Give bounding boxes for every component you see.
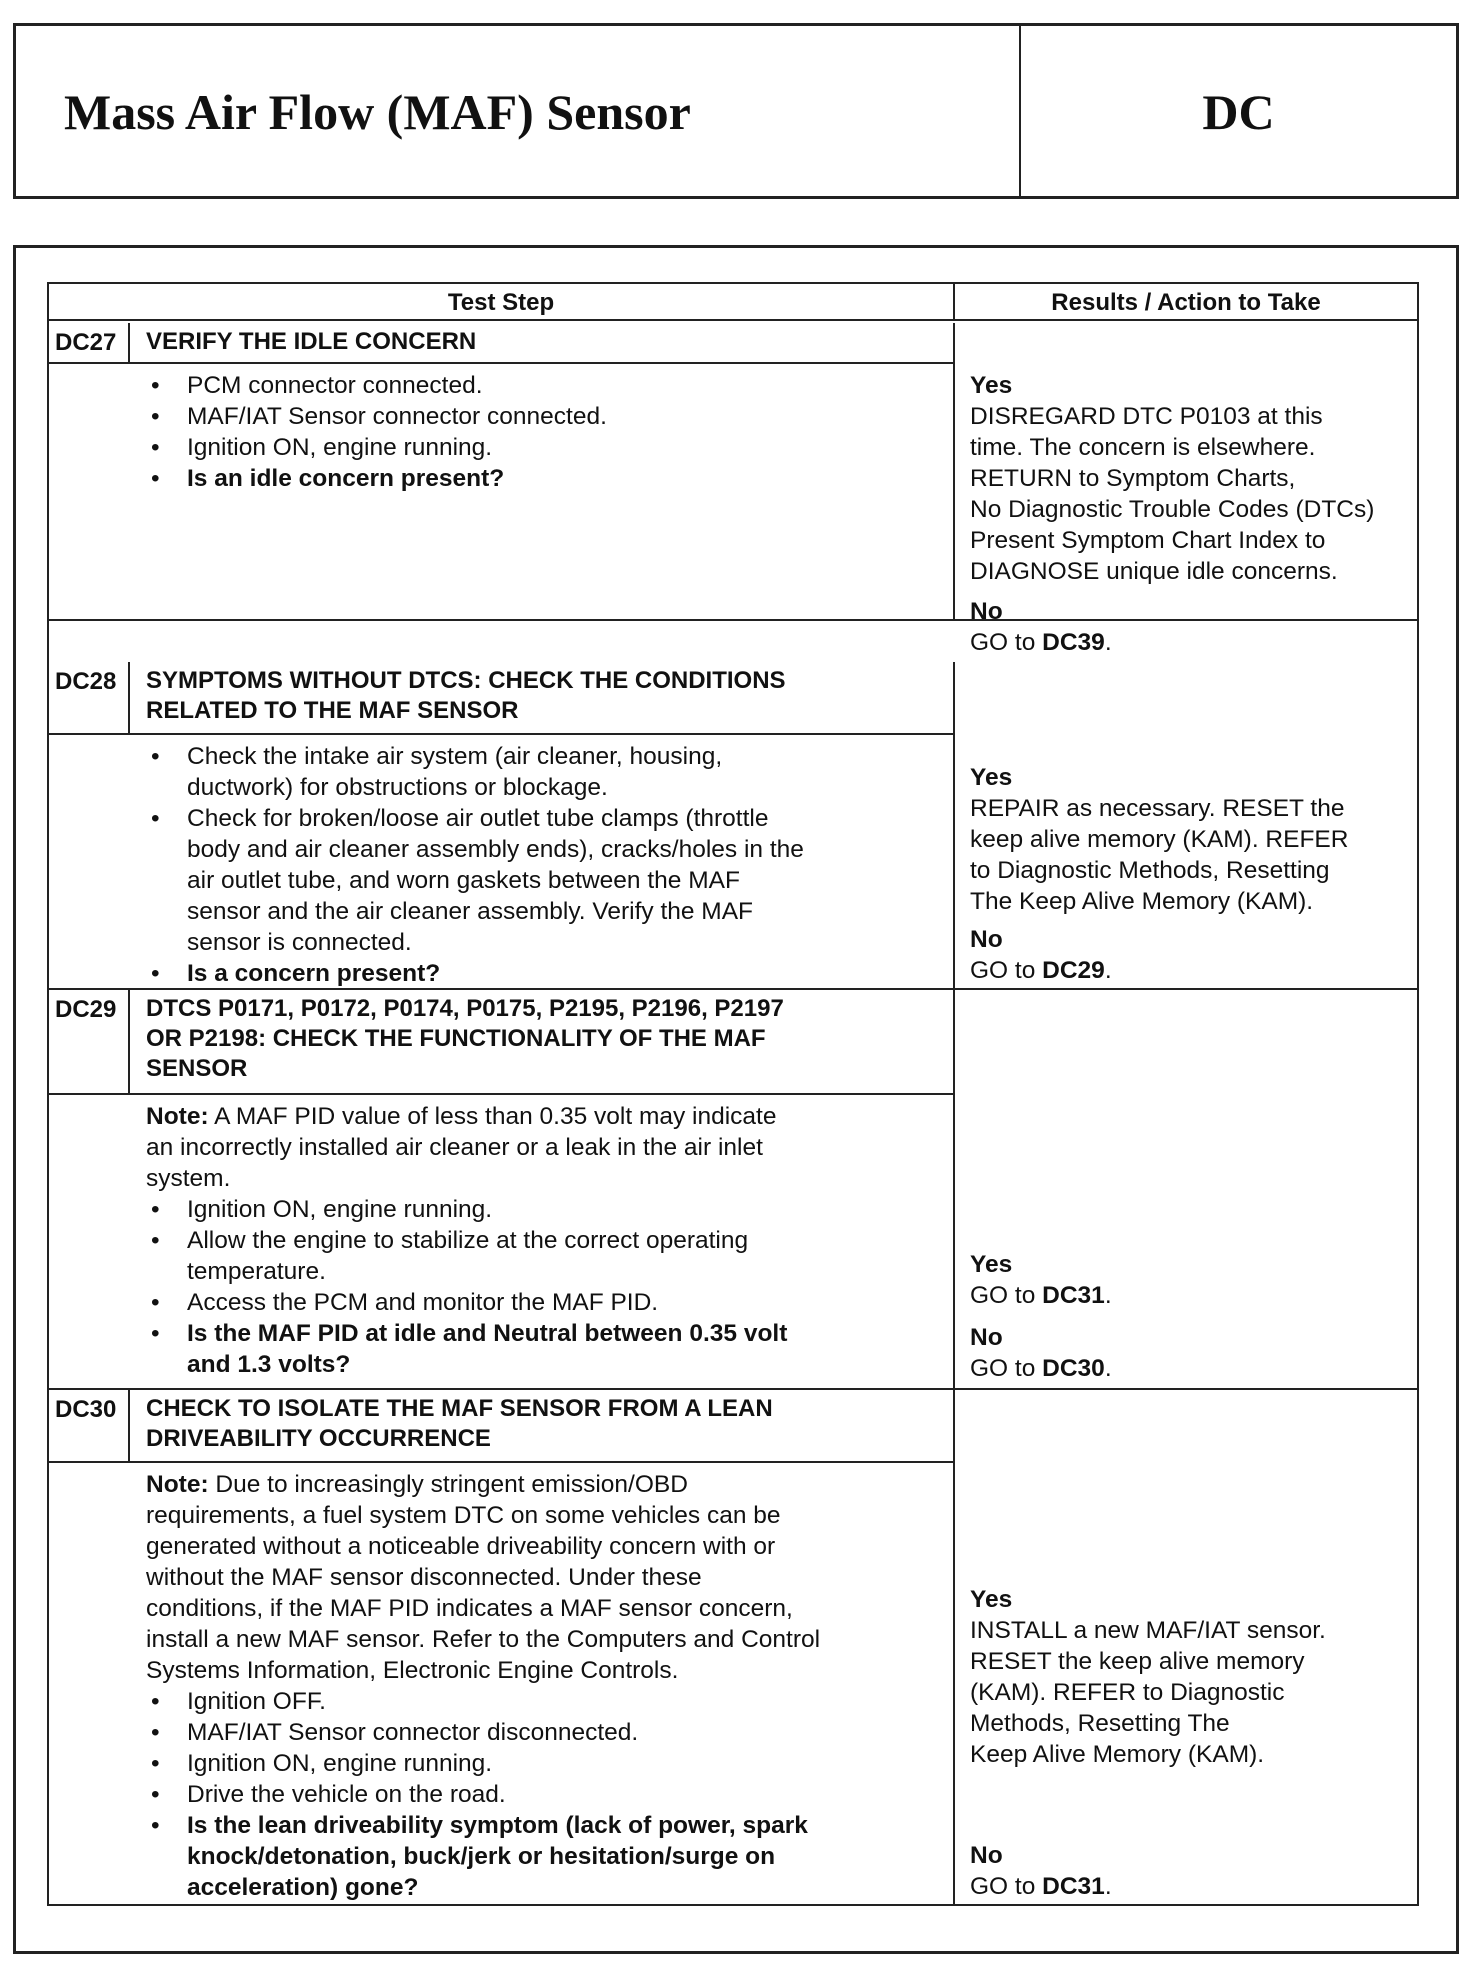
list-item [151, 1194, 953, 1225]
list-item-text: Ignition ON, engine running. [187, 1196, 493, 1223]
question-item [151, 463, 953, 494]
step-code: DC30 [49, 1390, 130, 1461]
result-suffix: . [1104, 1355, 1112, 1382]
list-item [151, 741, 953, 803]
goto-step-link[interactable]: DC31 [1042, 1873, 1105, 1900]
list-item-text: Is the lean driveability symptom (lack of power, spark knock/detonation, buck/jerk or hesitation/surge on acceleration) gone? [187, 1812, 808, 1901]
list-item-text: PCM connector connected. [187, 372, 483, 399]
goto-step-link[interactable]: DC30 [1042, 1355, 1105, 1382]
step-header [49, 662, 953, 735]
bullet-icon: • [151, 1781, 160, 1808]
step-title: DTCS P0171, P0172, P0174, P0175, P2195, P2196, P2197 OR P2198: CHECK THE FUNCTIONALITY OF THE MAF SENSOR [146, 995, 784, 1082]
list-item-text: Ignition ON, engine running. [187, 1750, 493, 1777]
list-item [151, 1779, 953, 1810]
column-header-test-step: Test Step [49, 284, 953, 321]
list-item [151, 432, 953, 463]
result-yes [970, 762, 1348, 917]
question-item [151, 1810, 953, 1903]
step-body [49, 364, 953, 494]
bullet-icon: • [151, 434, 160, 461]
result-yes [970, 1249, 1112, 1311]
result-suffix: . [1104, 629, 1112, 656]
note [146, 1469, 953, 1686]
list-item-text: Check for broken/loose air outlet tube clamps (throttle body and air cleaner assembly ends), cracks/holes in the air outlet tube, and worn gaskets between the MAF sensor and the air cleaner assembly. Verify the MAF sensor is connected. [187, 805, 804, 956]
list-item-text: MAF/IAT Sensor connector connected. [187, 403, 607, 430]
step-dc28 [49, 662, 1417, 990]
page-header [13, 23, 1459, 199]
question-item [151, 1318, 953, 1380]
bullet-icon: • [151, 743, 160, 770]
result-yes-label: Yes [970, 372, 1013, 399]
list-item-text: MAF/IAT Sensor connector disconnected. [187, 1719, 639, 1746]
list-item-text: Ignition ON, engine running. [187, 434, 493, 461]
list-item [151, 401, 953, 432]
result-no [970, 596, 1112, 658]
result-no-text: GO to [970, 1355, 1043, 1382]
bullet-icon: • [151, 960, 160, 987]
step-title: SYMPTOMS WITHOUT DTCS: CHECK THE CONDITIONS RELATED TO THE MAF SENSOR [146, 667, 786, 724]
bullet-icon: • [151, 403, 160, 430]
step-body [49, 1095, 953, 1380]
result-no [970, 1840, 1112, 1902]
result-no-text: GO to [970, 1873, 1043, 1900]
result-suffix: . [1104, 1282, 1112, 1309]
result-yes [970, 1584, 1326, 1770]
list-item-text: Access the PCM and monitor the MAF PID. [187, 1289, 659, 1316]
step-title: CHECK TO ISOLATE THE MAF SENSOR FROM A LEAN DRIVEABILITY OCCURRENCE [146, 1395, 773, 1452]
bullet-icon: • [151, 1688, 160, 1715]
list-item-text: Drive the vehicle on the road. [187, 1781, 506, 1808]
list-item-text: Is an idle concern present? [187, 465, 505, 492]
result-no-label: No [970, 1324, 1003, 1351]
list-item-text: Is a concern present? [187, 960, 441, 987]
list-item-text: Allow the engine to stabilize at the correct operating temperature. [187, 1227, 749, 1285]
list-item [151, 803, 953, 958]
list-item [151, 370, 953, 401]
result-yes-text: DISREGARD DTC P0103 at this time. The concern is elsewhere. RETURN to Symptom Charts, No Diagnostic Trouble Codes (DTCs) Present Symptom Chart Index to DIAGNOSE unique idle concerns. [970, 403, 1375, 585]
result-yes-text: REPAIR as necessary. RESET the keep alive memory (KAM). REFER to Diagnostic Methods, Resetting The Keep Alive Memory (KAM). [970, 795, 1349, 915]
test-step-table [47, 282, 1419, 1906]
page-title: Mass Air Flow (MAF) Sensor [64, 84, 691, 140]
column-header-results: Results / Action to Take [953, 284, 1417, 321]
bullet-icon: • [151, 1320, 160, 1347]
goto-step-link[interactable]: DC39 [1042, 629, 1105, 656]
list-item [151, 1287, 953, 1318]
step-results [953, 990, 1417, 1388]
result-no-label: No [970, 1842, 1003, 1869]
step-body [49, 1463, 953, 1903]
result-suffix: . [1104, 1873, 1112, 1900]
list-item-text: Check the intake air system (air cleaner, housing, ductwork) for obstructions or blockage. [187, 743, 723, 801]
goto-step-link[interactable]: DC29 [1042, 957, 1105, 984]
bullet-icon: • [151, 805, 160, 832]
bullet-icon: • [151, 1196, 160, 1223]
step-results [953, 323, 1417, 656]
result-suffix: . [1104, 957, 1112, 984]
result-no-text: GO to [970, 957, 1043, 984]
note-text: A MAF PID value of less than 0.35 volt may indicate an incorrectly installed air cleaner or a leak in the air inlet system. [146, 1103, 777, 1192]
step-title: VERIFY THE IDLE CONCERN [146, 328, 477, 355]
step-header [49, 323, 953, 364]
note-label: Note: [146, 1471, 209, 1498]
bullet-icon: • [151, 372, 160, 399]
step-dc27 [49, 323, 1417, 656]
step-body [49, 735, 953, 989]
list-item [151, 1717, 953, 1748]
bullet-icon: • [151, 1289, 160, 1316]
note [146, 1101, 953, 1194]
step-code: DC28 [49, 662, 130, 733]
section-code: DC [1202, 84, 1275, 140]
result-yes-text: INSTALL a new MAF/IAT sensor. RESET the keep alive memory (KAM). REFER to Diagnostic Methods, Resetting The Keep Alive Memory (KAM). [970, 1617, 1326, 1768]
note-text: Due to increasingly stringent emission/OBD requirements, a fuel system DTC on some vehicles can be generated without a noticeable driveability concern with or without the MAF sensor disconnected. Under these conditions, if the MAF PID indicates a MAF sensor concern, install a new MAF sensor. Refer to the Computers and Control Systems Information, Electronic Engine Controls. [146, 1471, 821, 1684]
list-item-text: Is the MAF PID at idle and Neutral between 0.35 volt and 1.3 volts? [187, 1320, 788, 1378]
result-yes-text: GO to [970, 1282, 1043, 1309]
result-no [970, 924, 1112, 986]
goto-step-link[interactable]: DC31 [1042, 1282, 1105, 1309]
step-results [953, 662, 1417, 988]
result-no-text: GO to [970, 629, 1043, 656]
step-code: DC29 [49, 990, 130, 1093]
step-dc30 [49, 1390, 1417, 1904]
result-yes-label: Yes [970, 1251, 1013, 1278]
list-item [151, 1748, 953, 1779]
step-header [49, 990, 953, 1095]
bullet-icon: • [151, 465, 160, 492]
result-yes-label: Yes [970, 764, 1013, 791]
result-yes-label: Yes [970, 1586, 1013, 1613]
result-yes [970, 370, 1374, 587]
result-no-label: No [970, 598, 1003, 625]
step-results [953, 1390, 1417, 1904]
step-dc29 [49, 990, 1417, 1390]
list-item [151, 1225, 953, 1287]
bullet-icon: • [151, 1719, 160, 1746]
result-no [970, 1322, 1112, 1384]
result-no-label: No [970, 926, 1003, 953]
bullet-icon: • [151, 1750, 160, 1777]
note-label: Note: [146, 1103, 209, 1130]
bullet-icon: • [151, 1227, 160, 1254]
list-item [151, 1686, 953, 1717]
step-header [49, 1390, 953, 1463]
list-item-text: Ignition OFF. [187, 1688, 326, 1715]
bullet-icon: • [151, 1812, 160, 1839]
step-code: DC27 [49, 323, 130, 362]
question-item [151, 958, 953, 989]
